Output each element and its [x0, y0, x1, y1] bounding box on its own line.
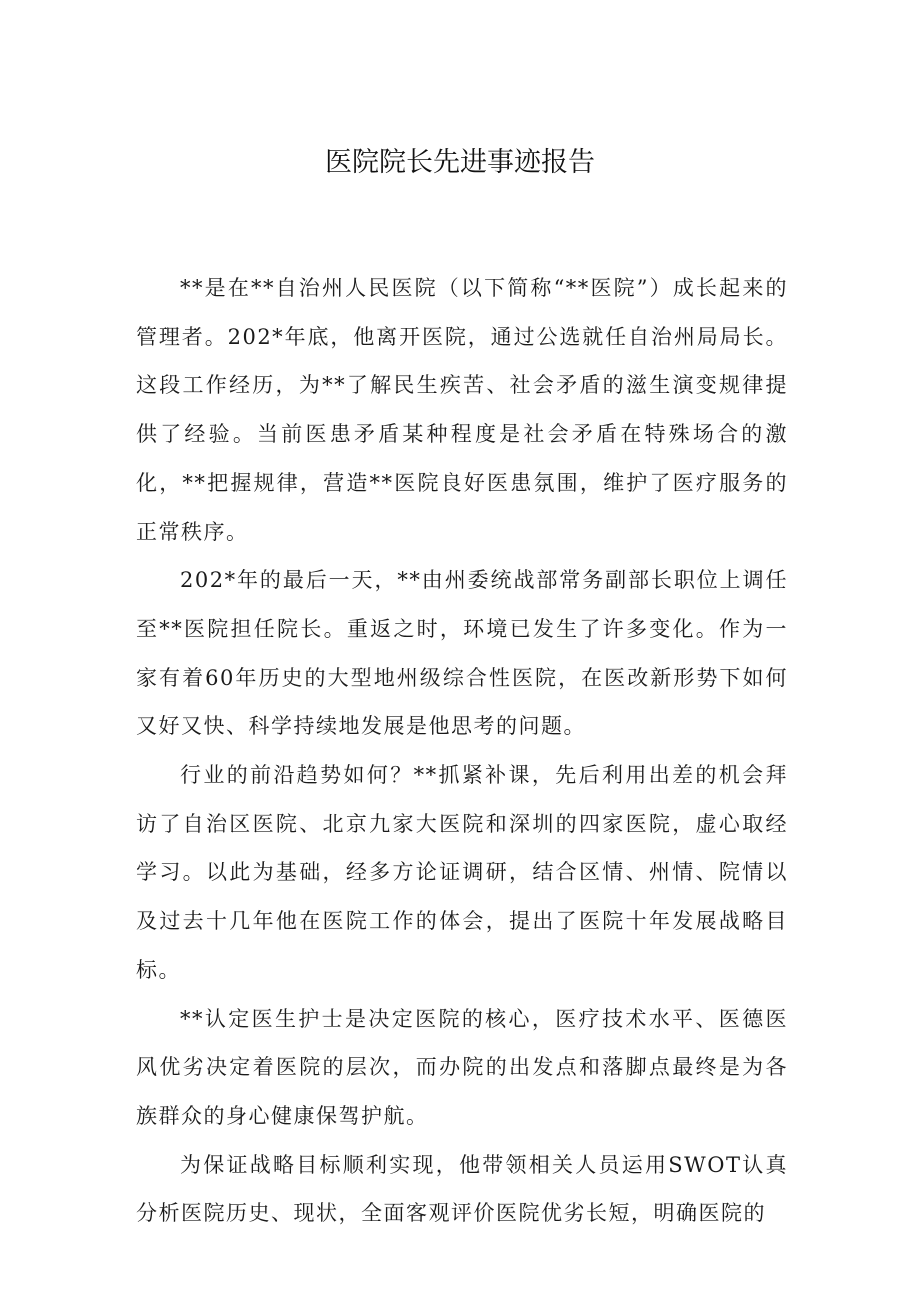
- paragraph-1: **是在**自治州人民医院（以下简称“**医院”）成长起来的管理者。202*年底，他离开医院，通过公选就任自治州局局长。这段工作经历，为**了解民生疾苦、社会矛盾的滋生演变规律提供了经验。当前医患矛盾某种程度是社会矛盾在特殊场合的激化，**把握规律，营造**医院良好医患氛围，维护了医疗服务的正常秩序。: [136, 276, 788, 544]
- document-body: [136, 264, 788, 1238]
- paragraph-4: **认定医生护士是决定医院的核心，医疗技术水平、医德医风优劣决定着医院的层次，而办院的出发点和落脚点最终是为各族群众的身心健康保驾护航。: [136, 1006, 788, 1128]
- paragraph-2: 202*年的最后一天，**由州委统战部常务副部长职位上调任至**医院担任院长。重返之时，环境已发生了许多变化。作为一家有着60年历史的大型地州级综合性医院，在医改新形势下如何又好又快、科学持续地发展是他思考的问题。: [136, 568, 788, 739]
- paragraph-5: 为保证战略目标顺利实现，他带领相关人员运用SWOT认真分析医院历史、现状，全面客观评价医院优劣长短，明确医院的: [136, 1152, 788, 1226]
- paragraph-3: 行业的前沿趋势如何？**抓紧补课，先后利用出差的机会拜访了自治区医院、北京九家大医院和深圳的四家医院，虚心取经学习。以此为基础，经多方论证调研，结合区情、州情、院情以及过去十几年他在医院工作的体会，提出了医院十年发展战略目标。: [136, 763, 788, 982]
- document-title: 医院院长先进事迹报告: [325, 147, 595, 178]
